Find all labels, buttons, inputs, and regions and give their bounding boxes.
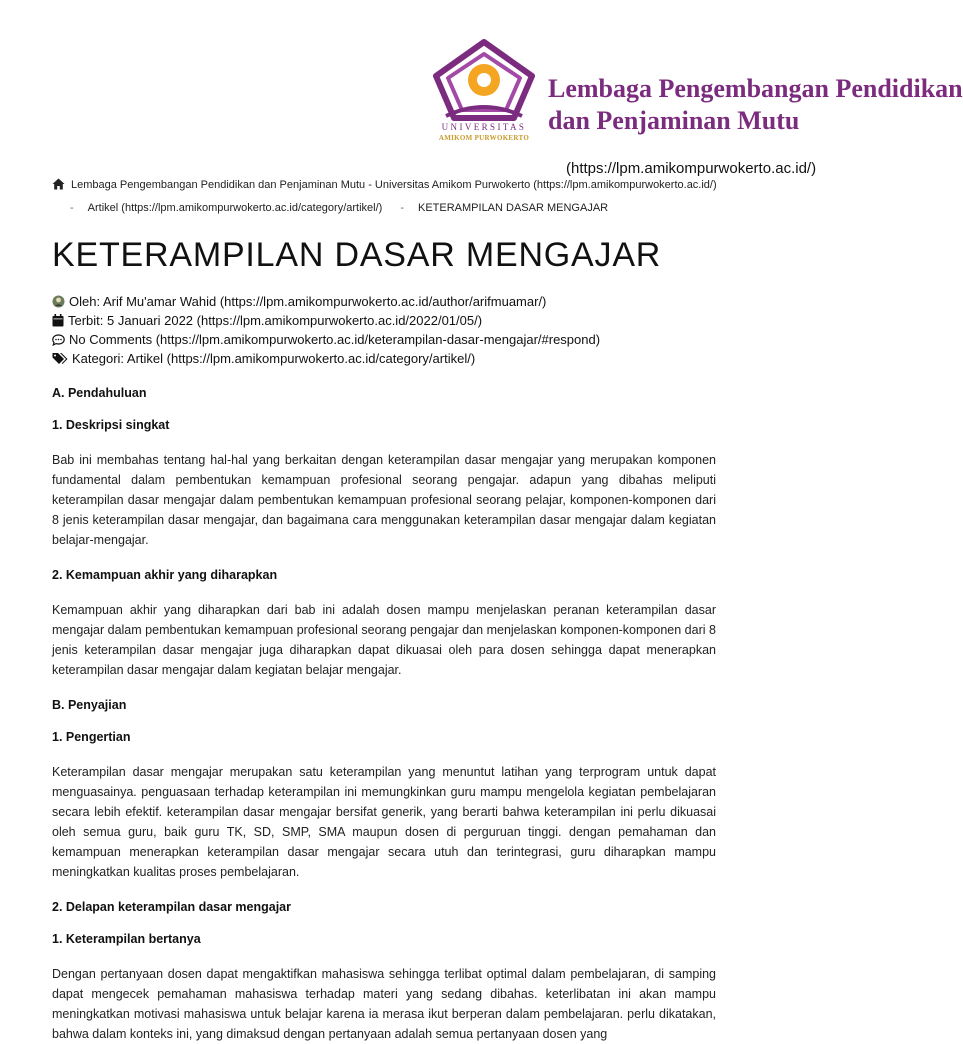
breadcrumb-category-link[interactable]: Artikel (https://lpm.amikompurwokerto.ac.id/category/artikel/) <box>87 202 383 214</box>
section-heading: 2. Delapan keterampilan dasar mengajar <box>52 900 291 914</box>
post-date <box>52 311 600 330</box>
post-author-link[interactable]: Oleh: Arif Mu'amar Wahid (https://lpm.amikompurwokerto.ac.id/author/arifmuamar/) <box>69 294 547 309</box>
section-heading: 1. Keterampilan bertanya <box>52 932 201 946</box>
breadcrumb-separator: - <box>70 202 74 214</box>
page-title: KETERAMPILAN DASAR MENGAJAR <box>52 236 662 274</box>
logo-link-url[interactable]: (https://lpm.amikompurwokerto.ac.id/) <box>566 160 817 177</box>
post-comments <box>52 330 600 349</box>
breadcrumb-home-link[interactable]: Lembaga Pengembangan Pendidikan dan Penjaminan Mutu - Universitas Amikom Purwokerto (https://lpm.amikompurwokerto.ac.id/) <box>71 179 717 191</box>
breadcrumb-current: KETERAMPILAN DASAR MENGAJAR <box>418 202 609 214</box>
post-category-link[interactable]: Kategori: Artikel (https://lpm.amikompurwokerto.ac.id/category/artikel/) <box>72 351 476 366</box>
logo-campus-label: AMIKOM PURWOKERTO <box>438 134 530 142</box>
author-avatar-icon <box>52 295 65 308</box>
logo-university-label: UNIVERSITAS <box>441 122 527 132</box>
paragraph: Dengan pertanyaan dosen dapat mengaktifkan mahasiswa sehingga terlibat optimal dalam pembelajaran, di samping dapat mengecek pemahaman mahasiswa terhadap materi yang sedang dibahas. keterlibatan ini akan mampu meningkatkan motivasi mahasiswa untuk belajar karena ia merasa ikut berperan dalam pembelajaran. perlu dikatakan, bahwa dalam konteks ini, yang dimaksud dengan pertanyaan adalah semua pertanyaan dosen yang <box>52 967 716 1041</box>
tags-icon <box>52 352 68 365</box>
breadcrumb-trail <box>70 202 608 214</box>
paragraph: Kemampuan akhir yang diharapkan dari bab ini adalah dosen mampu menjelaskan peranan keterampilan dasar mengajar dalam pembentukan kemampuan profesional seorang pengajar dan menjelaskan komponen-komponen dari 8 jenis keterampilan dasar mengajar juga diharapkan dapat dikuasai oleh para dosen sehingga dapat menerapkan keterampilan dasar mengajar dalam kegiatan belajar mengajar. <box>52 603 716 677</box>
home-icon <box>52 178 65 190</box>
calendar-icon <box>52 314 64 327</box>
post-meta <box>52 292 600 368</box>
post-date-link[interactable]: Terbit: 5 Januari 2022 (https://lpm.amikompurwokerto.ac.id/2022/01/05/) <box>68 313 483 328</box>
logo-title-line1: Lembaga Pengembangan Pendidikan <box>548 74 963 103</box>
comment-icon <box>52 334 65 346</box>
section-heading: 1. Pengertian <box>52 730 131 744</box>
section-heading: B. Penyajian <box>52 698 127 712</box>
section-heading: 1. Deskripsi singkat <box>52 418 170 432</box>
post-author <box>52 292 600 311</box>
breadcrumb-separator: - <box>400 202 404 214</box>
post-category <box>52 349 600 368</box>
institution-logo[interactable] <box>428 36 963 156</box>
logo-title-line2: dan Penjaminan Mutu <box>548 106 800 135</box>
paragraph: Bab ini membahas tentang hal-hal yang berkaitan dengan keterampilan dasar mengajar yang merupakan komponen fundamental dalam pembentukan kemampuan profesional seorang pengajar. adapun yang dibahas meliputi keterampilan dasar mengajar dalam pembentukan kemampuan profesional seorang pelajar, komponen-komponen dari 8 jenis keterampilan dasar mengajar, dan bagaimana cara menggunakan keterampilan dasar mengajar dalam kegiatan belajar-mengajar. <box>52 453 716 547</box>
post-comments-link[interactable]: No Comments (https://lpm.amikompurwokerto.ac.id/keterampilan-dasar-mengajar/#respond) <box>69 332 601 347</box>
paragraph: Keterampilan dasar mengajar merupakan satu keterampilan yang menuntut latihan yang terprogram untuk dapat menguasainya. penguasaan terhadap keterampilan ini memungkinkan guru mampu mengelola kegiatan pembelajaran secara lebih efektif. keterampilan dasar mengajar bersifat generik, yang berarti bahwa keterampilan ini perlu dikuasai oleh semua guru, baik guru TK, SD, SMP, SMA maupun dosen di perguruan tinggi. dengan pemahaman dan kemampuan menerapkan keterampilan dasar mengajar secara utuh dan terintegrasi, guru diharapkan mampu meningkatkan kualitas proses pembelajaran. <box>52 765 716 879</box>
article-body <box>52 386 716 1041</box>
section-heading: 2. Kemampuan akhir yang diharapkan <box>52 568 278 582</box>
breadcrumb <box>52 178 717 191</box>
section-heading: A. Pendahuluan <box>52 386 147 400</box>
